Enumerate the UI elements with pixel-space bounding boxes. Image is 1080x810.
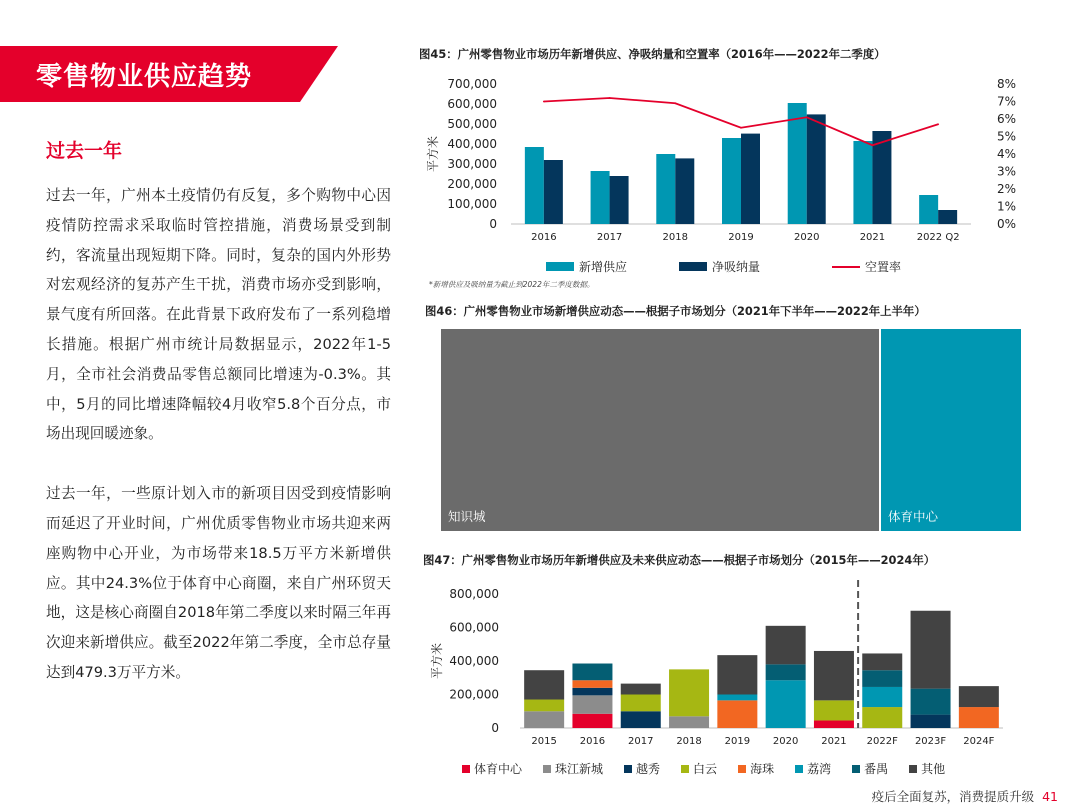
- bar-supply-2019: [722, 138, 741, 224]
- legend-item-其他: [909, 760, 945, 777]
- bar-segment-番禺-2016: [572, 664, 612, 681]
- bar-segment-其他-2015: [524, 670, 564, 699]
- y-tick-label: 600,000: [449, 620, 499, 635]
- y-tick-label: 0: [489, 217, 497, 231]
- legend-label: 越秀: [636, 762, 661, 776]
- legend-label: 海珠: [750, 762, 775, 776]
- x-tick-label: 2015: [531, 736, 557, 747]
- x-tick-label: 2017: [628, 736, 654, 747]
- bar-supply-2018: [656, 154, 675, 224]
- legend-label: 珠江新城: [555, 762, 604, 776]
- bar-segment-其他-2022F: [862, 653, 902, 670]
- bar-absorption-2020: [807, 114, 826, 224]
- legend-swatch: [546, 262, 574, 271]
- y2-tick-label: 5%: [996, 129, 1016, 144]
- y2-tick-label: 3%: [996, 164, 1016, 179]
- bar-segment-白云-2018: [669, 669, 709, 716]
- bar-segment-海珠-2019: [717, 700, 757, 728]
- legend-swatch: [795, 765, 803, 773]
- bar-supply-2016: [525, 147, 544, 224]
- page-footer: [872, 787, 1058, 805]
- x-tick-label: 2022F: [866, 736, 898, 747]
- legend-swatch: [681, 765, 689, 773]
- y-tick-label: 100,000: [447, 197, 497, 211]
- legend-swatch: [738, 765, 746, 773]
- treemap-cell-体育中心: [881, 329, 1021, 531]
- fig46-treemap: [441, 329, 1021, 531]
- y-tick-label: 200,000: [449, 687, 499, 702]
- legend-vacancy: [832, 258, 901, 275]
- bar-segment-其他-2020: [766, 626, 806, 665]
- bar-segment-其他-2017: [621, 684, 661, 695]
- bar-segment-其他-2019: [717, 655, 757, 694]
- x-tick-label: 2017: [596, 232, 623, 243]
- fig45-legend: [546, 258, 901, 275]
- y-axis-label: 平方米: [430, 642, 444, 680]
- y2-tick-label: 0%: [996, 217, 1016, 231]
- section-banner: [0, 46, 338, 102]
- bar-segment-其他-2023F: [911, 611, 951, 689]
- y-tick-label: 400,000: [449, 654, 499, 668]
- fig47-legend: [462, 760, 966, 777]
- legend-item-越秀: [624, 760, 660, 777]
- bar-segment-海珠-2024F: [959, 707, 999, 728]
- bar-supply-2017: [591, 171, 610, 224]
- bar-segment-番禺-2020: [766, 664, 806, 680]
- vacancy-point-2017: [609, 97, 611, 99]
- y-tick-label: 300,000: [447, 157, 497, 171]
- legend-line: [832, 266, 860, 268]
- bar-absorption-2016: [544, 160, 563, 224]
- bar-segment-体育中心-2016: [572, 714, 612, 728]
- bar-segment-荔湾-2019: [717, 695, 757, 701]
- fig45-chart: [419, 70, 1039, 250]
- legend-supply: [546, 258, 627, 275]
- bar-segment-番禺-2023F: [911, 689, 951, 715]
- section-title: 零售物业供应趋势: [36, 62, 253, 92]
- y-tick-label: 0: [491, 721, 499, 735]
- vacancy-point-2019: [740, 127, 742, 129]
- bar-supply-2020: [788, 103, 807, 224]
- page-number: 41: [1042, 789, 1058, 804]
- bar-segment-番禺-2022F: [862, 670, 902, 687]
- fig45-note: *新增供应及吸纳量为截止到2022年二季度数据。: [429, 280, 595, 289]
- x-tick-label: 2022 Q2: [916, 232, 960, 243]
- y-tick-label: 800,000: [449, 587, 499, 601]
- bar-segment-白云-2021: [814, 700, 854, 720]
- legend-label: 体育中心: [474, 762, 523, 776]
- bar-segment-越秀-2023F: [911, 715, 951, 728]
- fig45-title: 图45：广州零售物业市场历年新增供应、净吸纳量和空置率（2016年——2022年二季度）: [419, 47, 886, 61]
- bar-segment-珠江新城-2015: [524, 711, 564, 728]
- bar-segment-荔湾-2020: [766, 680, 806, 728]
- subsection-title: 过去一年: [46, 140, 123, 162]
- bar-supply-2022 Q2: [919, 195, 938, 224]
- legend-item-白云: [681, 760, 717, 777]
- vacancy-point-2020: [806, 116, 808, 118]
- fig47-chart: [423, 578, 1043, 750]
- fig47-title: 图47：广州零售物业市场历年新增供应及未来供应动态——根据子市场划分（2015年——2024年）: [423, 553, 936, 567]
- legend-swatch: [624, 765, 632, 773]
- y2-tick-label: 1%: [996, 199, 1016, 214]
- body-text-column: [46, 136, 391, 688]
- y-tick-label: 200,000: [447, 177, 497, 191]
- treemap-label: 知识城: [448, 509, 486, 524]
- x-tick-label: 2016: [531, 232, 557, 243]
- y2-tick-label: 2%: [996, 182, 1016, 196]
- x-tick-label: 2016: [579, 736, 606, 747]
- x-tick-label: 2021: [821, 736, 847, 747]
- x-tick-label: 2020: [772, 736, 799, 747]
- y2-tick-label: 8%: [996, 77, 1016, 91]
- y2-tick-label: 6%: [996, 112, 1016, 126]
- bar-segment-其他-2021: [814, 651, 854, 700]
- legend-label: 荔湾: [807, 762, 832, 776]
- vacancy-point-2018: [674, 102, 676, 104]
- paragraph: 过去一年，广州本土疫情仍有反复，多个购物中心因疫情防控需求采取临时管控措施，消费场景受到制约，客流量出现短期下降。同时，复杂的国内外形势对宏观经济的复苏产生干扰，消费市场亦受到影响，景气度有所回落。在此背景下政府发布了一系列稳增长措施。根据广州市统计局数据显示，2022年1-5月，全市社会消费品零售总额同比增速为-0.3%。其中，5月的同比增速降幅较4月收窄5.8个百分点，市场出现回暖迹象。: [46, 187, 391, 443]
- y-axis-label: 平方米: [426, 135, 440, 173]
- legend-label: 番禺: [864, 762, 889, 776]
- vacancy-point-2022 Q2: [937, 123, 939, 125]
- treemap-label: 体育中心: [888, 509, 939, 524]
- legend-item-荔湾: [795, 760, 831, 777]
- bar-segment-荔湾-2022F: [862, 687, 902, 707]
- bar-segment-海珠-2016: [572, 680, 612, 688]
- legend-swatch: [543, 765, 551, 773]
- fig46-title: 图46：广州零售物业市场新增供应动态——根据子市场划分（2021年下半年——2022年上半年）: [425, 304, 926, 318]
- legend-absorption: [679, 258, 760, 275]
- bar-segment-其他-2024F: [959, 686, 999, 707]
- x-tick-label: 2021: [859, 232, 886, 243]
- bar-segment-体育中心-2021: [814, 720, 854, 728]
- bar-absorption-2019: [741, 134, 760, 224]
- vacancy-point-2021: [872, 144, 874, 146]
- bar-absorption-2022 Q2: [938, 210, 957, 224]
- bar-segment-珠江新城-2018: [669, 716, 709, 728]
- treemap-cell-知识城: [441, 329, 879, 531]
- bar-supply-2021: [853, 141, 872, 224]
- bar-absorption-2017: [610, 176, 629, 224]
- legend-swatch: [852, 765, 860, 773]
- bar-absorption-2018: [675, 158, 694, 224]
- legend-label: 空置率: [865, 260, 902, 274]
- legend-item-海珠: [738, 760, 774, 777]
- footer-text: 疫后全面复苏，消费提质升级: [871, 789, 1035, 804]
- legend-swatch: [909, 765, 917, 773]
- legend-swatch: [462, 765, 470, 773]
- x-tick-label: 2019: [724, 736, 751, 747]
- paragraph: 过去一年，一些原计划入市的新项目因受到疫情影响而延迟了开业时间，广州优质零售物业市场共迎来两座购物中心开业，为市场带来18.5万平方米新增供应。其中24.3%位于体育中心商圈，来自广州环贸天地，这是核心商圈自2018年第二季度以来时隔三年再次迎来新增供应。截至2022年第二季度，全市总存量达到479.3万平方米。: [46, 485, 391, 681]
- y-tick-label: 400,000: [447, 137, 497, 151]
- bar-segment-越秀-2017: [621, 711, 661, 728]
- y-tick-label: 700,000: [447, 77, 497, 91]
- y-tick-label: 600,000: [447, 97, 497, 111]
- legend-label: 白云: [693, 762, 718, 776]
- legend-item-珠江新城: [543, 760, 603, 777]
- bar-segment-越秀-2016: [572, 688, 612, 696]
- x-tick-label: 2018: [676, 736, 702, 747]
- x-tick-label: 2018: [662, 232, 689, 243]
- y-tick-label: 500,000: [447, 117, 497, 131]
- legend-label: 其他: [921, 762, 946, 776]
- x-tick-label: 2023F: [914, 736, 947, 747]
- bar-segment-白云-2017: [621, 695, 661, 712]
- legend-item-体育中心: [462, 760, 522, 777]
- bar-segment-白云-2022F: [862, 707, 902, 728]
- x-tick-label: 2024F: [963, 736, 995, 747]
- legend-label: 新增供应: [579, 260, 628, 274]
- bar-segment-珠江新城-2016: [572, 695, 612, 713]
- legend-swatch: [679, 262, 707, 271]
- legend-item-番禺: [852, 760, 888, 777]
- vacancy-point-2016: [543, 101, 545, 103]
- y2-tick-label: 4%: [996, 147, 1016, 161]
- x-tick-label: 2020: [793, 232, 820, 243]
- bar-segment-白云-2015: [524, 700, 564, 712]
- x-tick-label: 2019: [728, 232, 754, 243]
- y2-tick-label: 7%: [996, 94, 1016, 109]
- legend-label: 净吸纳量: [712, 260, 761, 274]
